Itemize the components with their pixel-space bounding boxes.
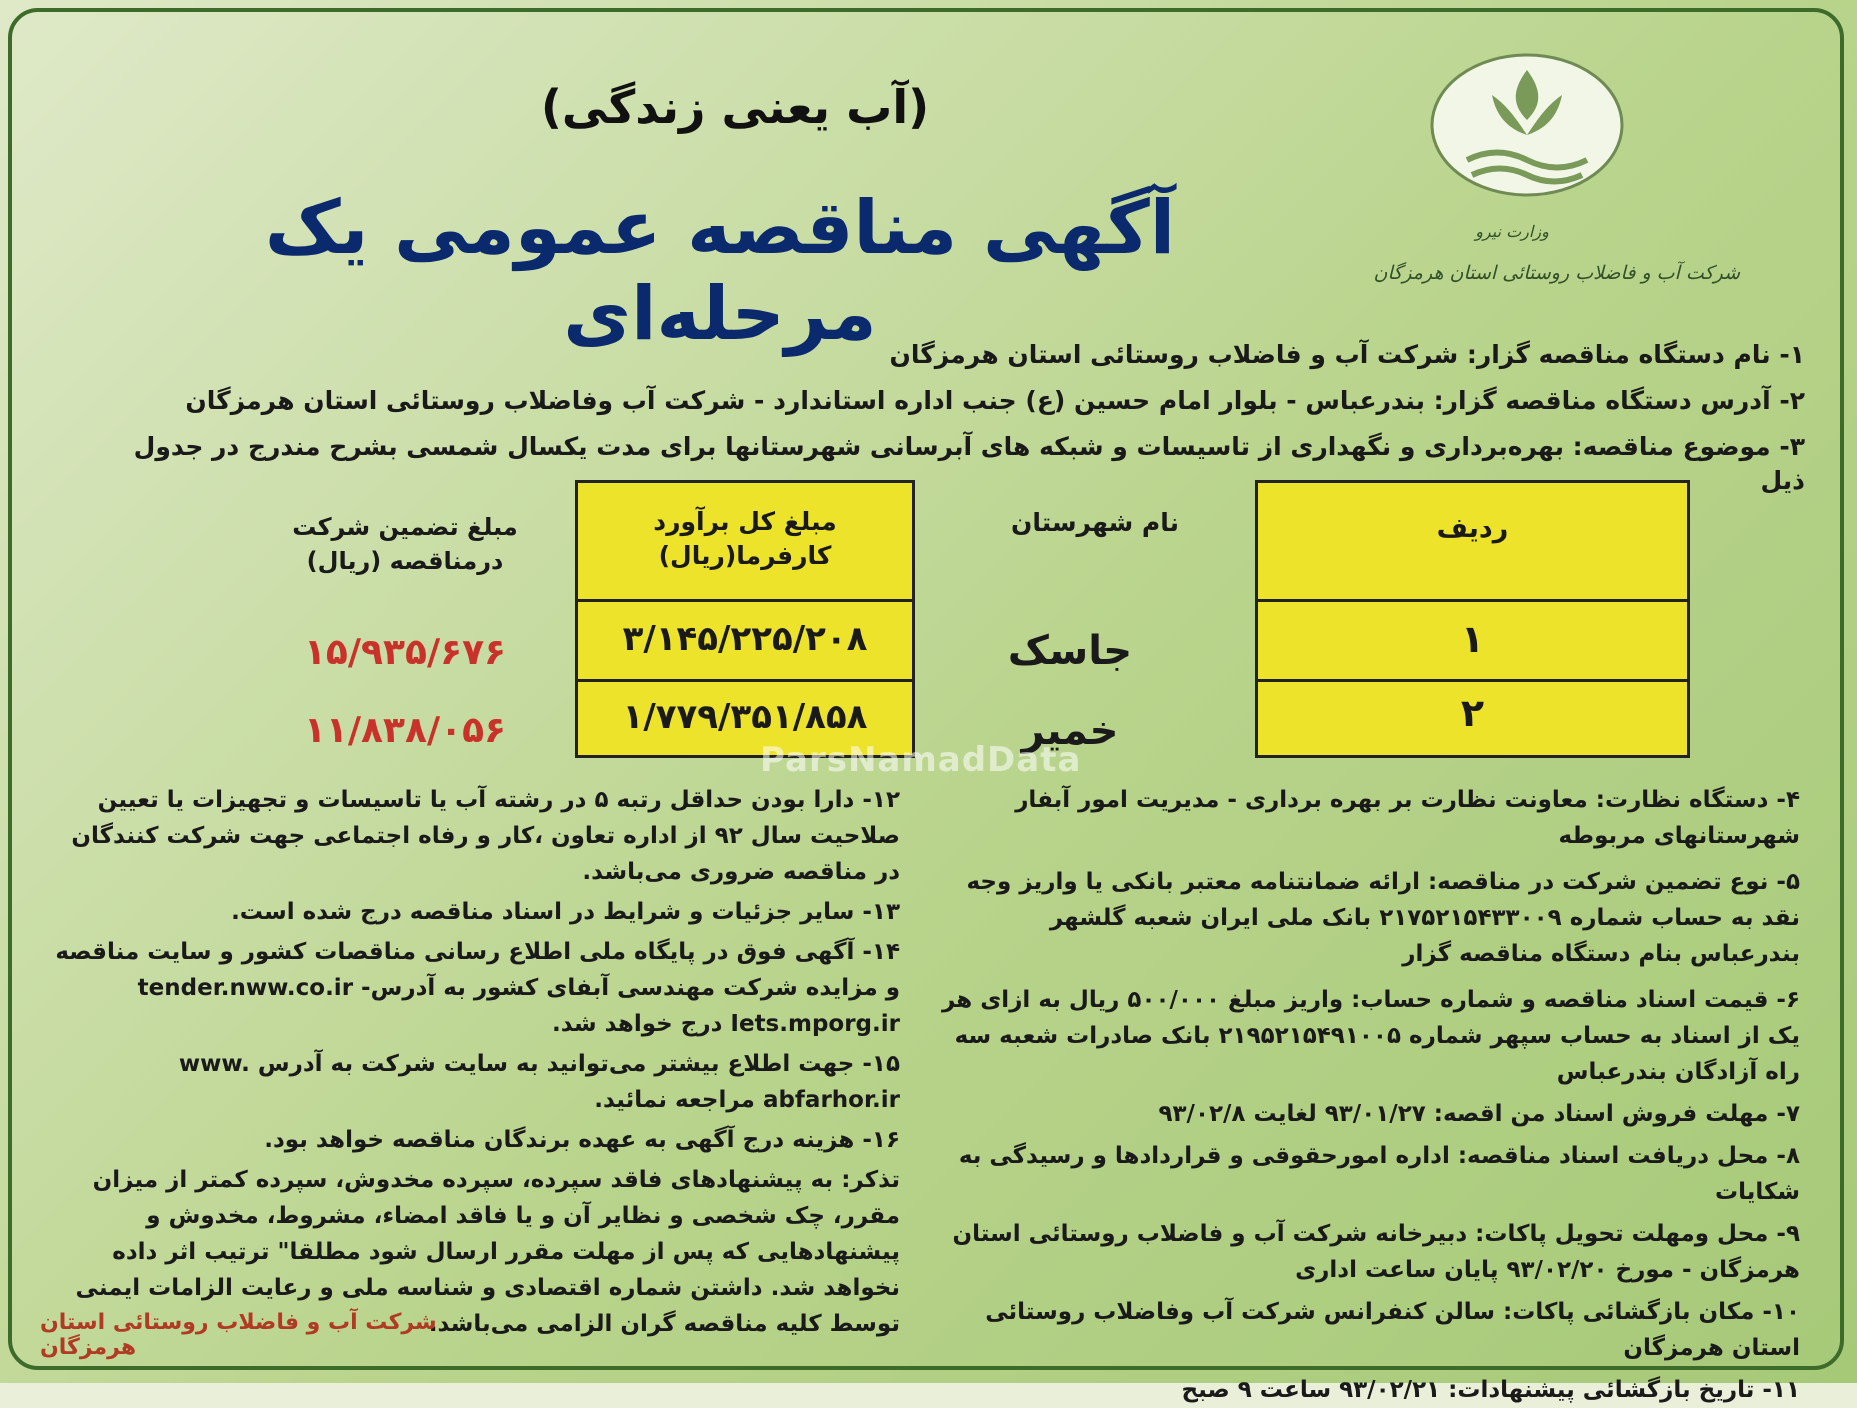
item-6: ۶- قیمت اسناد مناقصه و شماره حساب: واریز مبلغ ۵۰۰/۰۰۰ ریال به ازای هر یک از اسناد به حساب سپهر شماره ۲۱۹۵۲۱۵۴۹۱۰۰۵ بانک صادرات شعبه سه راه آزادگان بندرعباس <box>941 987 1800 1085</box>
slogan: (آب یعنی زندگی) <box>540 80 930 134</box>
header-row: ردیف <box>1436 513 1509 544</box>
note: تذکر: به پیشنهادهای فاقد سپرده، سپرده مخدوش، سپرده کمتر از میزان مقرر، چک شخصی و نظایر آن و یا فاقد امضاء، مشروط، مخدوش و پیشنهادهایی که پس از مهلت مقرر ارسال شود مطلقا" ترتیب اثر داده نخواهد شد. داشتن شماره اقتصادی و شناسه ملی و رعایت الزامات ایمنی توسط کلیه مناقصه گران الزامی می‌باشد. <box>75 1167 900 1337</box>
page-title: آگهی مناقصه عمومی یک مرحله‌ای <box>264 185 1176 357</box>
item-7: ۷- مهلت فروش اسناد من اقصه: ۹۳/۰۱/۲۷ لغایت ۹۳/۰۲/۸ <box>1158 1101 1800 1127</box>
row-1-guarantee: ۱۵/۹۳۵/۶۷۶ <box>303 632 507 673</box>
row-1-number: ۱ <box>1460 617 1485 661</box>
item-16: ۱۶- هزینه درج آگهی به عهده برندگان مناقصه خواهد بود. <box>264 1127 900 1153</box>
table-row-column <box>1255 480 1690 758</box>
item-2: ۲- آدرس دستگاه مناقصه گزار: بندرعباس - بلوار امام حسین (ع) جنب اداره استاندارد - شرکت آب وفاضلاب روستائی استان هرمزگان <box>185 386 1805 415</box>
header-county: نام شهرستان <box>1011 508 1179 537</box>
row-2-county: خمیر <box>1021 708 1119 754</box>
signature: شرکت آب و فاضلاب روستائی استان هرمزگان <box>40 1310 437 1360</box>
item-9: ۹- محل ومهلت تحویل پاکات: دبیرخانه شرکت آب و فاضلاب روستائی استان هرمزگان - مورخ ۹۳/۰۲/۲۰ پایان ساعت اداری <box>952 1221 1800 1283</box>
row-1-estimate: ۳/۱۴۵/۲۲۵/۲۰۸ <box>622 619 868 659</box>
row-2-guarantee: ۱۱/۸۳۸/۰۵۶ <box>303 710 507 751</box>
header-guarantee: مبلغ تضمین شرکت درمناقصه (ریال) <box>292 513 518 575</box>
left-column <box>40 782 900 1342</box>
item-10: ۱۰- مکان بازگشائی پاکات: سالن کنفرانس شرکت آب وفاضلاب روستائی استان هرمزگان <box>985 1299 1800 1361</box>
item-13: ۱۳- سایر جزئیات و شرایط در اسناد مناقصه درج شده است. <box>231 899 900 925</box>
row-1-county: جاسک <box>1007 628 1133 674</box>
watermark: ParsNamadData <box>760 740 1082 780</box>
item-1: ۱- نام دستگاه مناقصه گزار: شرکت آب و فاضلاب روستائی استان هرمزگان <box>889 340 1805 369</box>
header-estimate: مبلغ کل برآورد کارفرما(ریال) <box>653 507 837 570</box>
item-12: ۱۲- دارا بودن حداقل رتبه ۵ در رشته آب یا تاسیسات و تجهیزات یا تعیین صلاحیت سال ۹۲ از اداره تعاون ،کار و رفاه اجتماعی جهت شرکت کنندگان در مناقصه ضروری می‌باشد. <box>71 787 900 885</box>
company-name-header: شرکت آب و فاضلاب روستائی استان هرمزگان <box>1373 262 1740 284</box>
row-2-estimate: ۱/۷۷۹/۳۵۱/۸۵۸ <box>622 697 868 737</box>
ministry-name: وزارت نیرو <box>1475 222 1549 241</box>
table-estimate-column <box>575 480 915 758</box>
item-4: ۴- دستگاه نظارت: معاونت نظارت بر بهره برداری - مدیریت امور آبفار شهرستانهای مربوطه <box>1015 787 1800 849</box>
item-15: ۱۵- جهت اطلاع بیشتر می‌توانید به سایت شرکت به آدرس www. abfarhor.ir مراجعه نمائید. <box>178 1051 900 1113</box>
item-5: ۵- نوع تضمین شرکت در مناقصه: ارائه ضمانتنامه معتبر بانکی یا واریز وجه نقد به حساب شماره ۲۱۷۵۲۱۵۴۳۳۰۰۹ بانک ملی ایران شعبه گلشهر بندرعباس بنام دستگاه مناقصه گزار <box>966 869 1800 967</box>
right-column <box>940 782 1800 1408</box>
item-3: ۳- موضوع مناقصه: بهره‌برداری و نگهداری از تاسیسات و شبکه های آبرسانی شهرستانها برای مدت یکسال شمسی بشرح مندرج در جدول ذیل <box>133 432 1805 495</box>
item-14: ۱۴- آگهی فوق در پایگاه ملی اطلاع رسانی مناقصات کشور و سایت مناقصه و مزایده شرکت مهندسی آبفای کشور به آدرس- tender.nww.co.ir Iets.mporg.ir درج خواهد شد. <box>55 939 900 1037</box>
ministry-logo-icon <box>1422 50 1632 200</box>
item-11: ۱۱- تاریخ بازگشائی پیشنهادات: ۹۳/۰۲/۲۱ ساعت ۹ صبح <box>1181 1377 1800 1403</box>
row-2-number: ۲ <box>1460 691 1485 735</box>
item-8: ۸- محل دریافت اسناد مناقصه: اداره امورحقوقی و قراردادها و رسیدگی به شکایات <box>958 1143 1800 1205</box>
